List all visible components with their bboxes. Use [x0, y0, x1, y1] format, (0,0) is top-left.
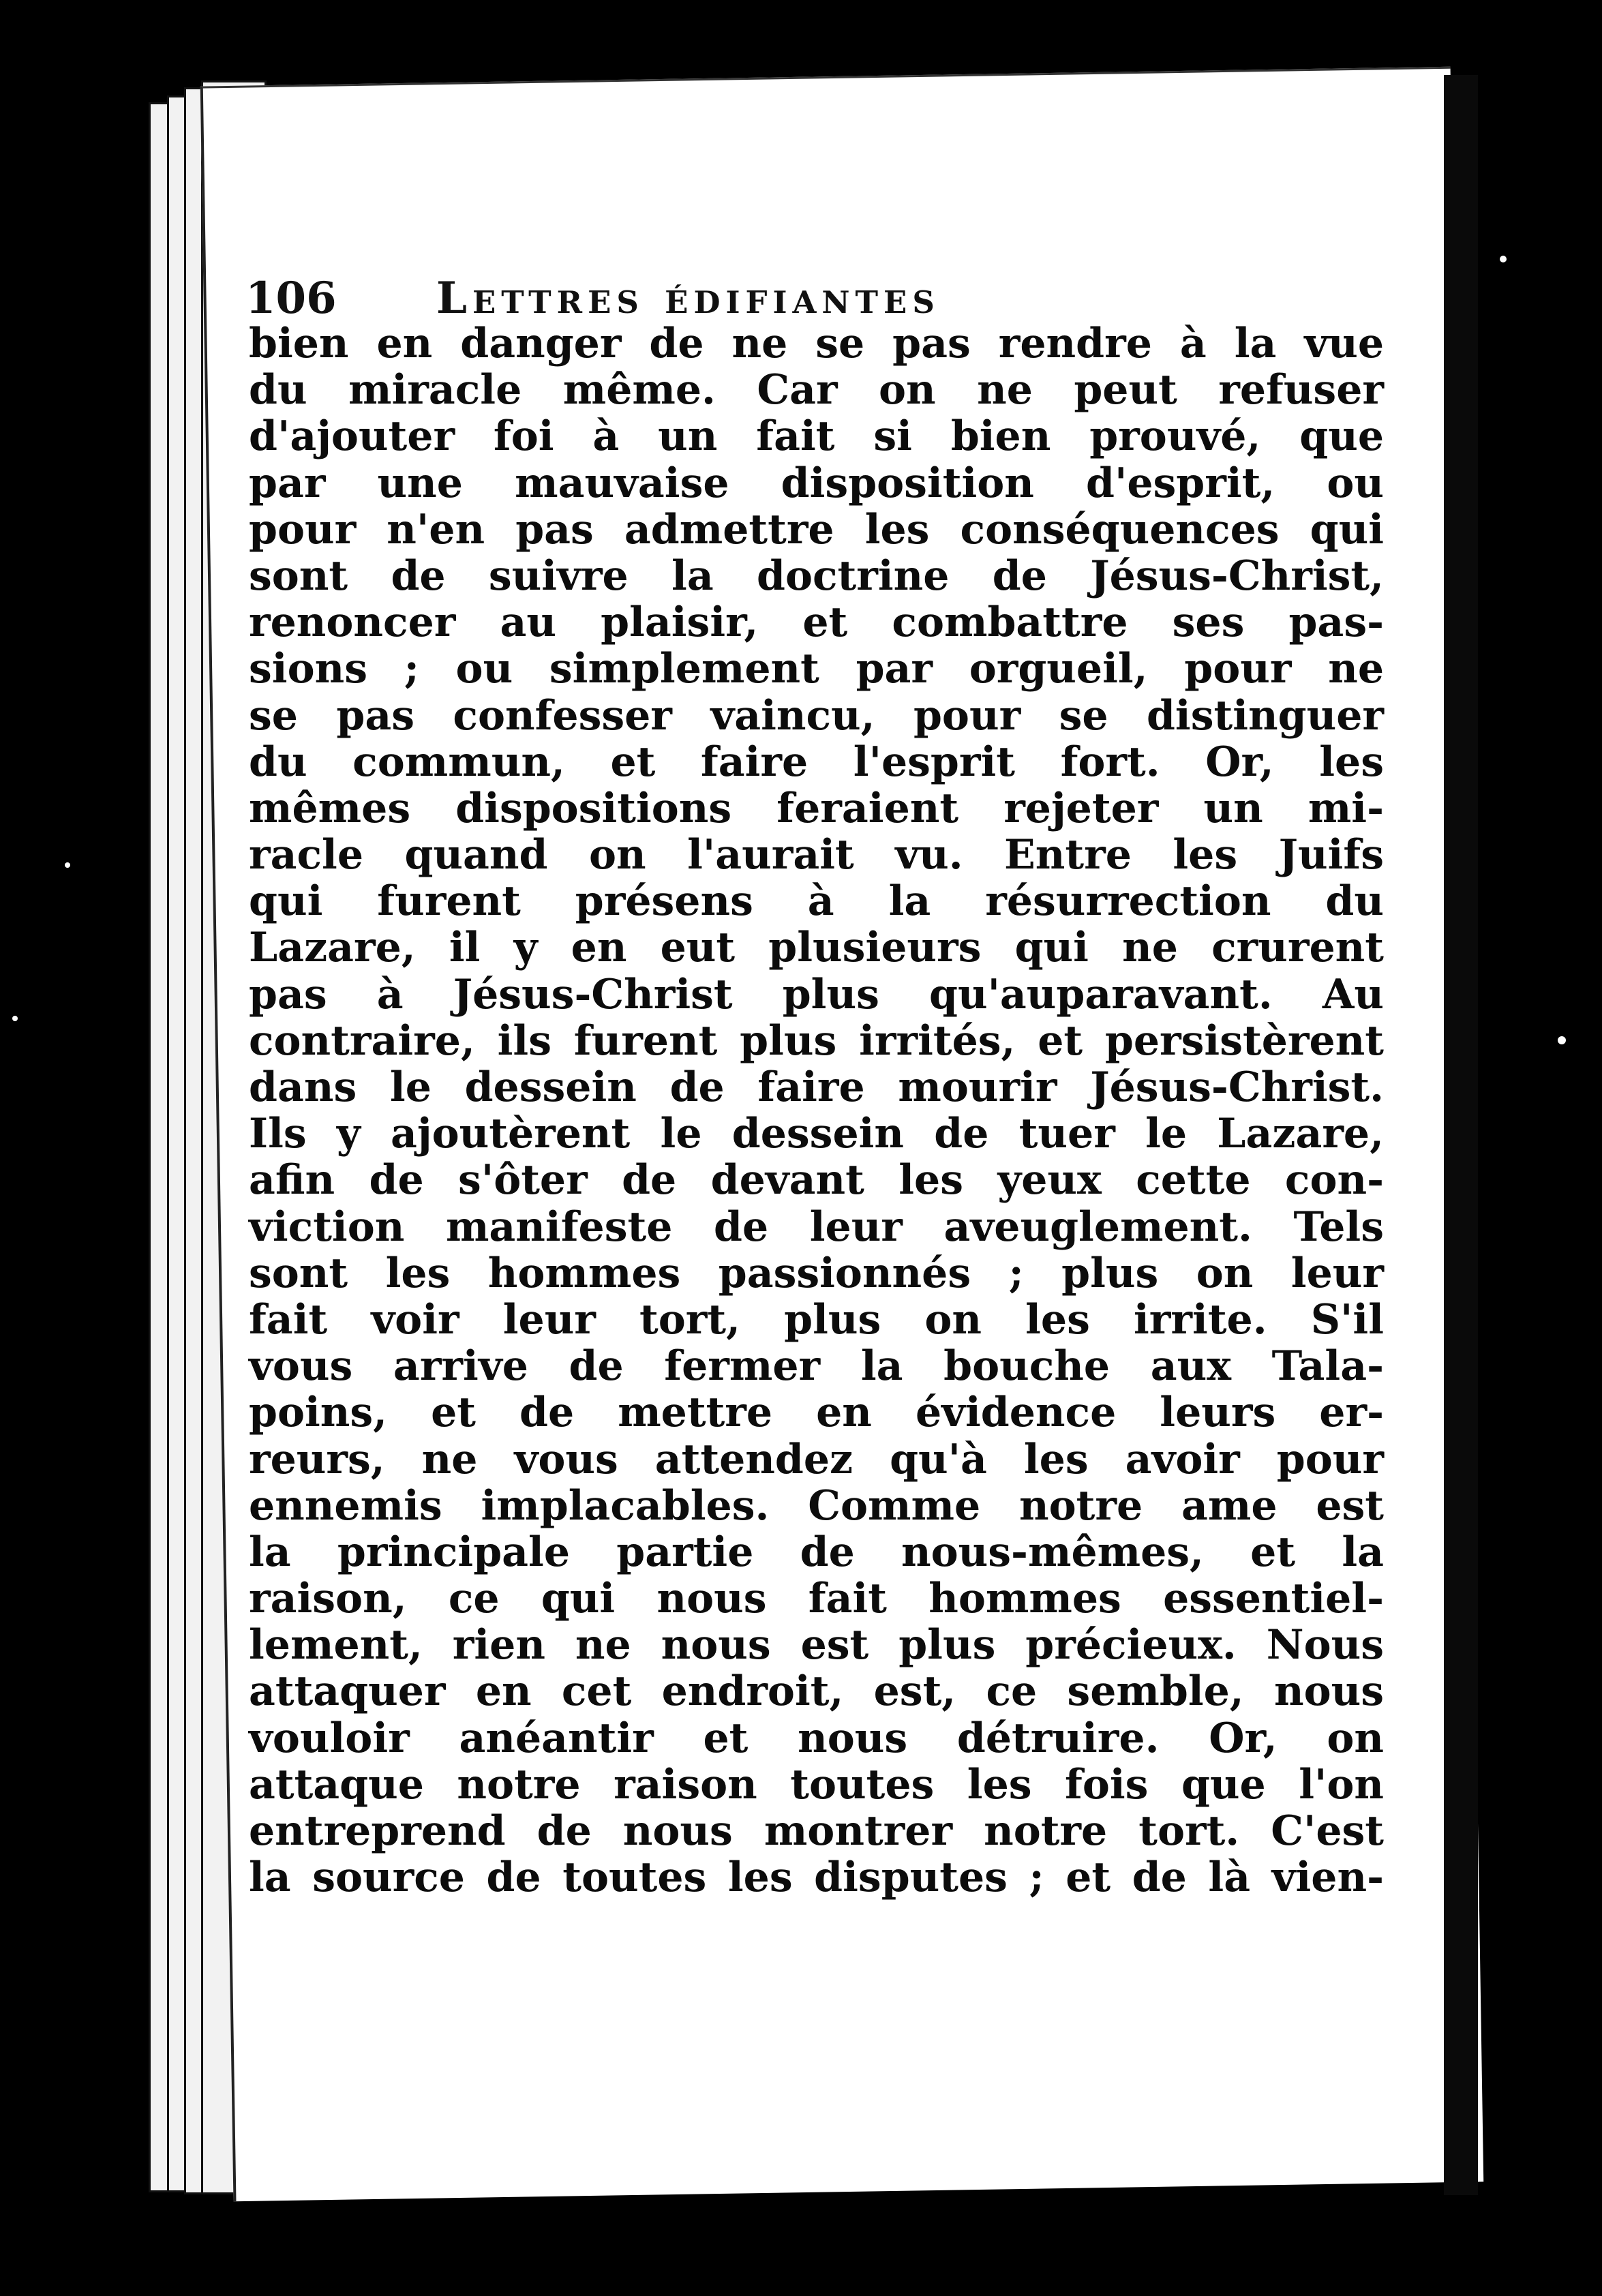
text-line: du commun, et faire l'esprit fort. Or, les: [249, 738, 1384, 786]
text-line: d'ajouter foi à un fait si bien prouvé, que: [249, 412, 1384, 461]
text-line: reurs, ne vous attendez qu'à les avoir pour: [249, 1435, 1384, 1483]
text-line: dans le dessein de faire mourir Jésus-Christ.: [249, 1063, 1384, 1111]
text-line: attaque notre raison toutes les fois que l'on: [249, 1760, 1384, 1809]
text-line: la source de toutes les disputes ; et de là vien-: [249, 1854, 1384, 1902]
text-line: lement, rien ne nous est plus précieux. Nous: [249, 1621, 1384, 1670]
text-line: viction manifeste de leur aveuglement. Tels: [249, 1203, 1384, 1251]
text-line: sont de suivre la doctrine de Jésus-Christ,: [249, 552, 1384, 600]
text-line: pour n'en pas admettre les conséquences qui: [249, 505, 1384, 554]
text-line: la principale partie de nous-mêmes, et la: [249, 1528, 1384, 1576]
text-line: renoncer au plaisir, et combattre ses pas-: [249, 599, 1384, 647]
text-line: qui furent présens à la résurrection du: [249, 877, 1384, 926]
text-line: raison, ce qui nous fait hommes essentiel-: [249, 1575, 1384, 1623]
scan-speck: [65, 862, 70, 868]
text-line: mêmes dispositions feraient rejeter un mi-: [249, 784, 1384, 832]
page-number: 106: [245, 273, 337, 324]
text-line: par une mauvaise disposition d'esprit, ou: [249, 459, 1384, 507]
text-line: ennemis implacables. Comme notre ame est: [249, 1481, 1384, 1530]
text-line: vouloir anéantir et nous détruire. Or, on: [249, 1714, 1384, 1762]
body-text: [249, 320, 1384, 1901]
text-line: racle quand on l'aurait vu. Entre les Juifs: [249, 831, 1384, 879]
text-line: entreprend de nous montrer notre tort. C'est: [249, 1807, 1384, 1855]
scan-speck: [1500, 256, 1507, 262]
text-line: pas à Jésus-Christ plus qu'auparavant. Au: [249, 970, 1384, 1018]
text-line: fait voir leur tort, plus on les irrite. S'il: [249, 1295, 1384, 1344]
text-line: afin de s'ôter de devant les yeux cette con-: [249, 1156, 1384, 1205]
text-line: contraire, ils furent plus irrités, et persistèrent: [249, 1016, 1384, 1065]
running-title: Lettres édifiantes: [436, 273, 940, 324]
text-line: Ils y ajoutèrent le dessein de tuer le Lazare,: [249, 1110, 1384, 1158]
scan-speck: [12, 1016, 18, 1021]
text-line: du miracle même. Car on ne peut refuser: [249, 366, 1384, 414]
running-header: [245, 273, 1391, 327]
scan-speck: [1558, 1036, 1566, 1044]
gutter-shadow: [1444, 75, 1478, 2195]
text-line: attaquer en cet endroit, est, ce semble, nous: [249, 1667, 1384, 1716]
text-line: vous arrive de fermer la bouche aux Tala-: [249, 1342, 1384, 1391]
text-line: poins, et de mettre en évidence leurs er-: [249, 1389, 1384, 1437]
text-line: se pas confesser vaincu, pour se distinguer: [249, 691, 1384, 740]
text-line: sions ; ou simplement par orgueil, pour ne: [249, 645, 1384, 693]
text-line: sont les hommes passionnés ; plus on leur: [249, 1249, 1384, 1297]
text-line: bien en danger de ne se pas rendre à la vue: [249, 320, 1384, 367]
text-line: Lazare, il y en eut plusieurs qui ne crurent: [249, 924, 1384, 972]
